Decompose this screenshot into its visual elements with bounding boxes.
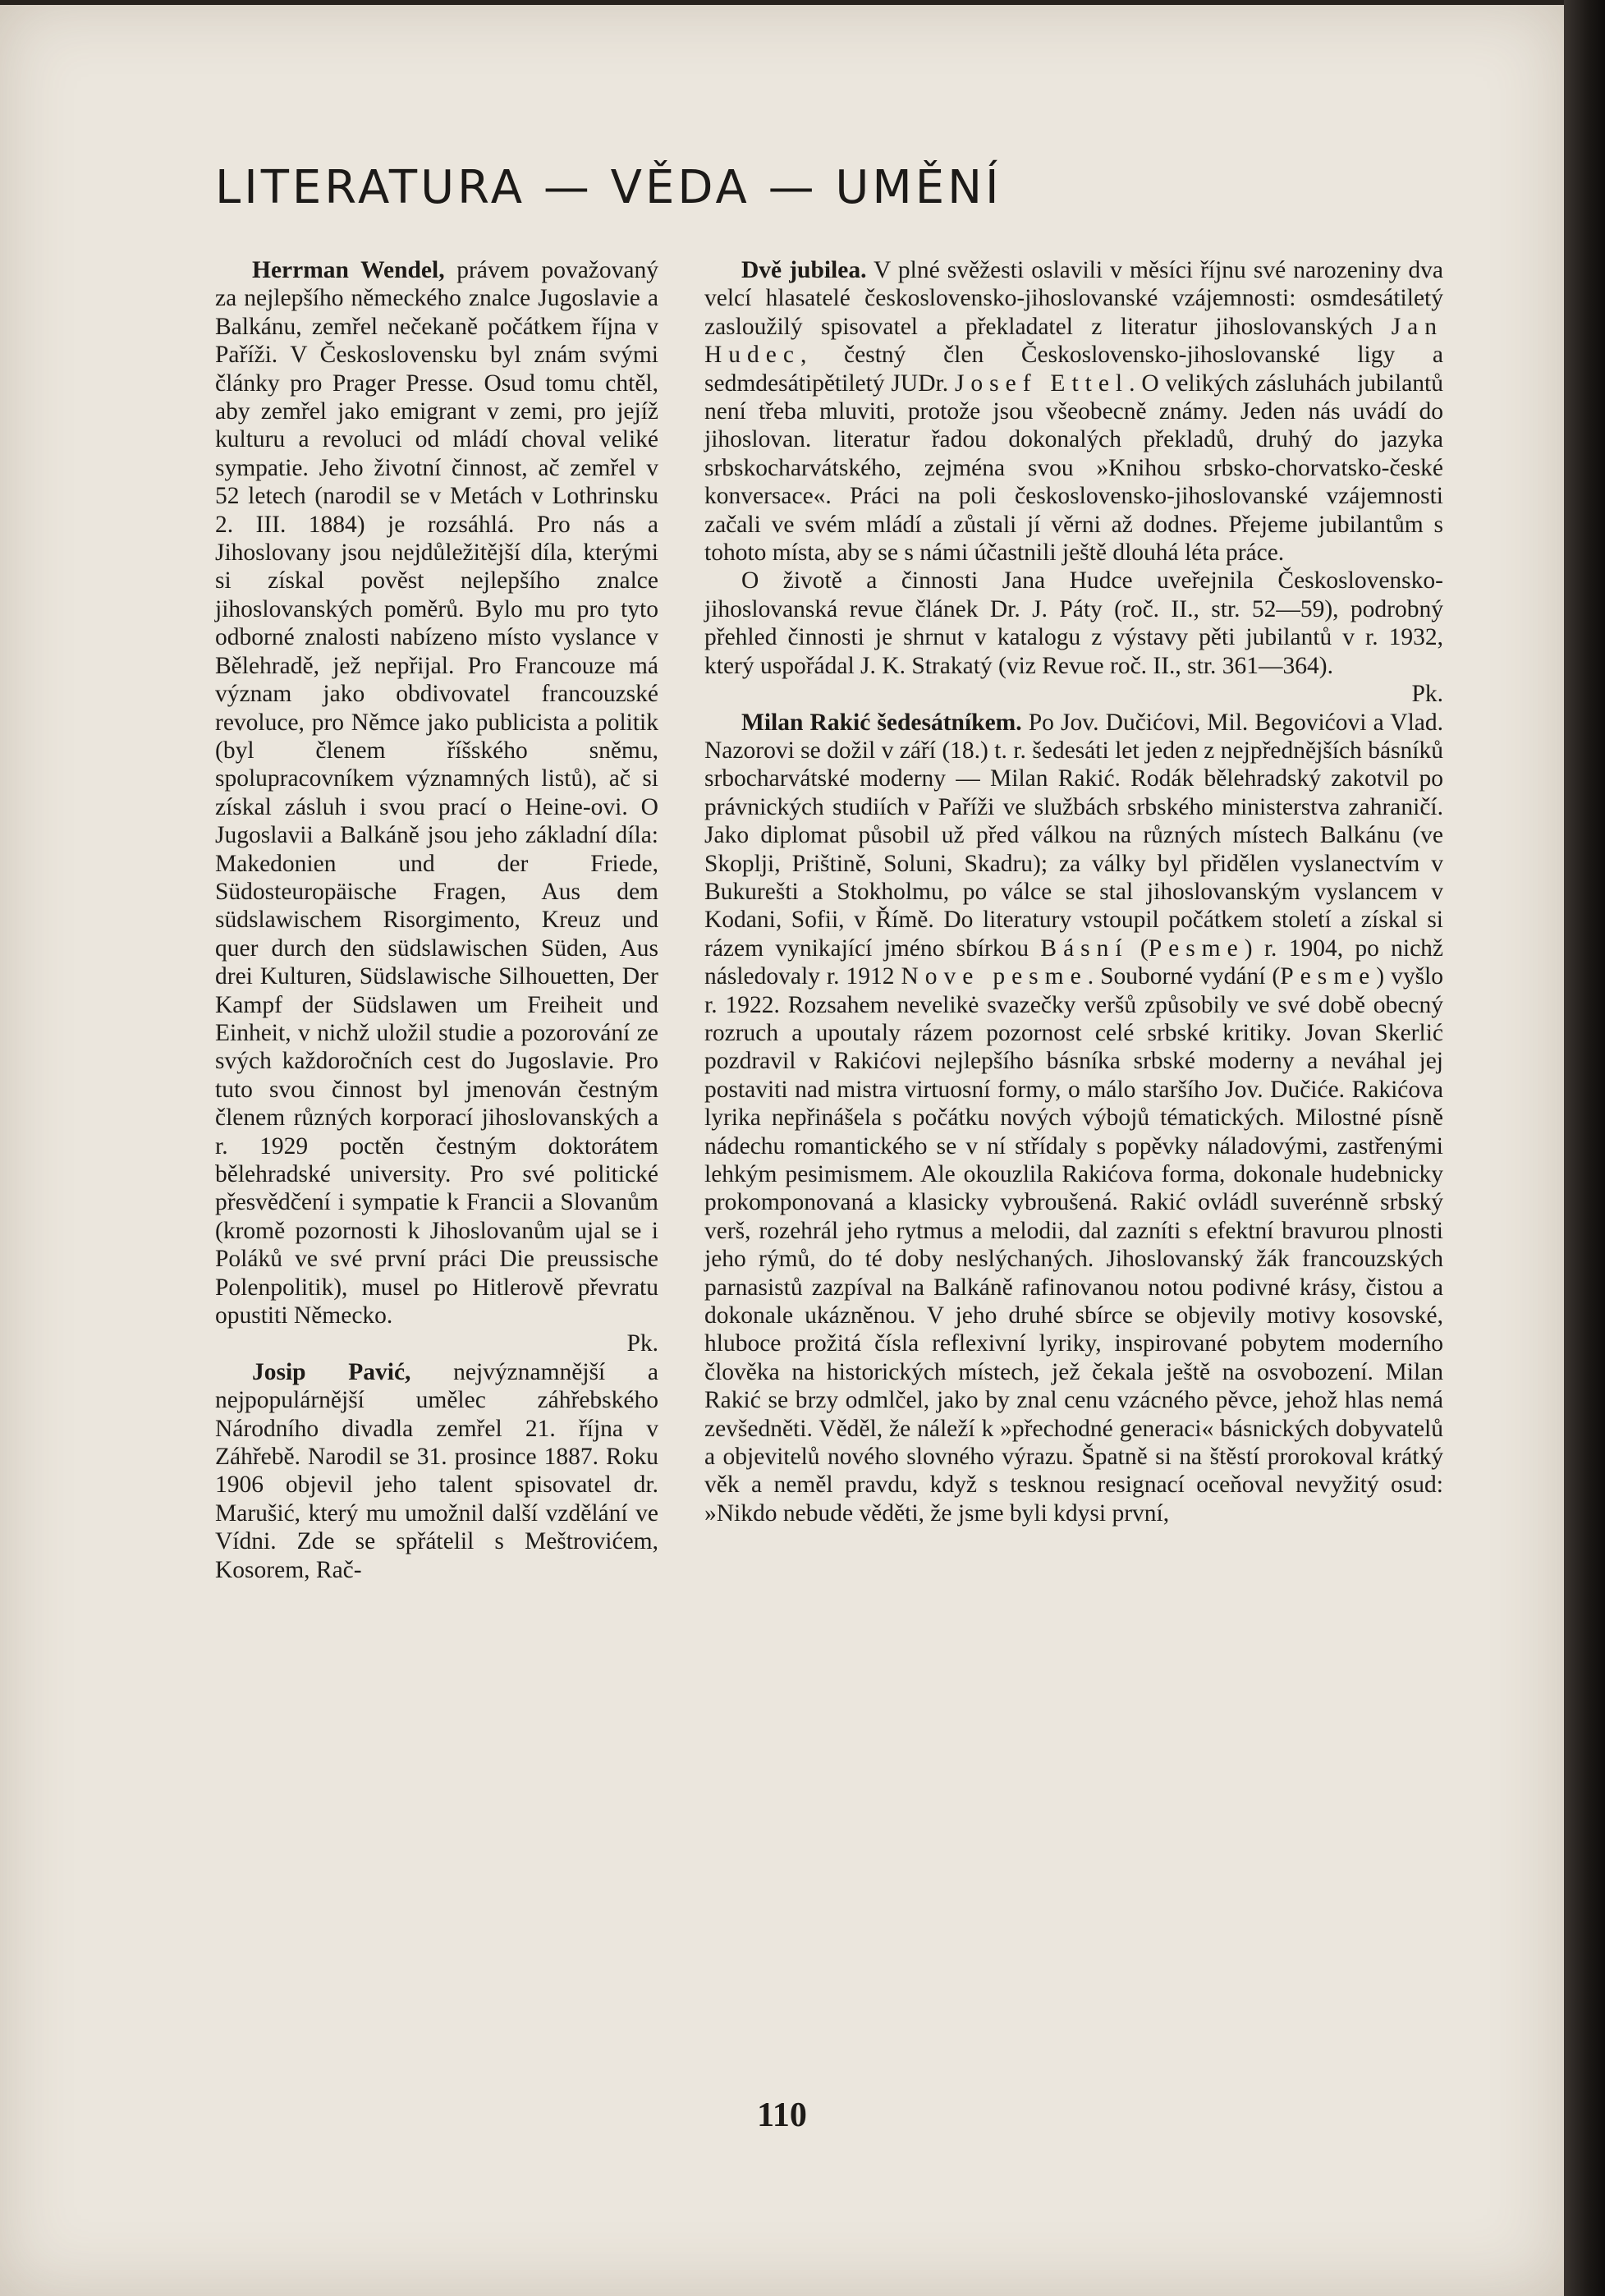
article-text: , čestný člen Československo-jihoslovanské ligy a sedmdesátipětiletý JUDr. [704, 342, 1443, 397]
book-title: Básní [1040, 934, 1129, 962]
article-text: ) r. 1904, po nichž následovaly r. 1912 [704, 934, 1444, 990]
page-number: 110 [757, 2096, 807, 2134]
top-edge [0, 0, 1564, 5]
author-signature: Pk. [626, 1330, 658, 1357]
article-text: nejvýznamnější a nejpopulárnější umělec záhřebského Národního divadla zemřel 21. října v Záhřebě. Narodil se 31. prosince 1887. Roku 1906 objevil jeho talent spisovatel dr. Marušić, který mu umožnil další vzdělání ve Vídni. Zde se spřátelil s Meštrovićem, Kosorem, Rač- [215, 1358, 659, 1583]
book-title: Pesme [1148, 934, 1245, 962]
article-jubilea [704, 256, 1443, 567]
article-text: V plné svěžesti oslavili v měsíci říjnu své narozeniny dva velcí hlasatelé československo-jihoslovanské vzájemnosti: osmdesátiletý zasloužilý spisovatel a překladatel z literatur jihoslovanských [704, 257, 1443, 340]
section-heading: LITERATURA — VĚDA — UMĚNÍ [215, 161, 1002, 214]
article-text: ( [1140, 934, 1149, 962]
article-lead: Milan Rakić šedesátníkem. [741, 709, 1022, 736]
article-jubilea-note [704, 567, 1443, 708]
person-name: Jan Hudec [704, 313, 1444, 369]
article-text: právem považovaný za nejlepšího německého znalce Jugoslavie a Balkánu, zemřel nečekaně počátkem října v Paříži. V Československu byl znám svými články pro Prager Presse. Osud tomu chtěl, aby zemřel jako emigrant v zemi, pro jejíž kulturu a revoluci od mládí choval veliké sympatie. Jeho životní činnost, ač zemřel v 52 letech (narodil se v Metách v Lothrinsku 2. III. 1884) je rozsáhlá. Pro nás a Jihoslovany jsou nejdůležitější díla, kterými si získal pověst nejlepšího znalce jihoslovanských poměrů. Bylo mu pro tyto odborné znalosti nabízeno místo vyslance v Bělehradě, jež nepřijal. Pro Francouze má význam jako obdivovatel francouzské revoluce, pro Němce jako publicista a politik (byl členem říšského sněmu, spolupracovníkem významných listů), ač si získal zásluh i svou prací o Heine-ovi. O Jugoslavii a Balkáně jsou jeho základní díla: Makedonien und der Friede, Südosteuropäische Fragen, Aus dem südslawischem Risorgimento, Kreuz und quer durch den südslawischen Süden, Aus drei Kulturen, Südslawische Silhouetten, Der Kampf der Südslawen um Freiheit und Einheit, v nichž uložil studie a pozorování ze svých každoročních cest do Jugoslavie. Pro tuto svou činnost byl jmenován čestným členem různých korporací jihoslovanských a r. 1929 poctěn čestným doktorátem bělehradské university. Pro své politické přesvědčení i sympatie k Francii a Slovanům (kromě pozornosti k Jihoslovanům ujal se i Poláků ve své první práci Die preussische Polenpolitik), musel po Hitlerově převratu opustiti Německo. [215, 257, 658, 1329]
article-text: O životě a činnosti Jana Hudce uveřejnila Československo-jihoslovanská revue článek Dr. J. Páty (roč. II., str. 52—59), podrobný přehled činnosti je shrnut v katalogu z výstavy pěti jubilantů v r. 1932, který uspořádal J. K. Strakatý (viz Revue roč. II., str. 361—364). [704, 567, 1443, 679]
article-wendel [215, 256, 658, 1358]
article-pavic [215, 1358, 658, 1584]
article-lead: Herrman Wendel, [252, 257, 445, 283]
article-text: . O velikých zásluhách jubilantů není třeba mluviti, protože jsou všeobecně známy. Jeden nás uvádí do jihoslovan. literatur řadou dokonalých překladů, druhý do jazyka srbskocharvátského, zejména svou »Knihou srbsko-chorvatsko-české konversace«. Práci na poli československo-jihoslovanské vzájemnosti začali ve svém mládí a zůstali jí věrni až dodnes. Přejeme jubilantům s tohoto místa, aby se s námi účastnili ještě dlouhá léta práce. [704, 370, 1443, 567]
article-text: . Souborné vydání ( [1087, 963, 1281, 990]
person-name: Josef Ettel [954, 370, 1130, 397]
article-rakic [704, 709, 1443, 1528]
author-signature: Pk. [1411, 681, 1443, 708]
left-column [215, 256, 658, 1584]
article-lead: Dvě jubilea. [741, 257, 867, 283]
book-title: Pesme [1280, 963, 1377, 990]
book-title: Nove pesme [901, 963, 1088, 990]
article-text: ) vyšlo r. 1922. Rozsahem nevelikė svazečky veršů způsobily ve své době obecný rozruch a upoutaly rázem pozornost celé srbské kritiky. Jovan Skerlić pozdravil v Rakićovi nejlepšího básníka srbské moderny a neváhal jej postaviti nad mistra virtuosní formy, o málo staršího Jov. Dučiće. Rakićova lyrika nepřinášela s počátku nových výbojů tématických. Milostné písně nádechu romantického se v ní střídaly s popěvky náladovými, zastřenými lehkým pesimismem. Ale okouzlila Rakićova forma, dokonale hudebnicky prokomponovaná a klasicky vybroušená. Rakić ovládl suverénně srbský verš, rozehrál jeho rytmus a melodii, dal zazníti s efektní bravurou plnosti jeho rýmů, do té doby neslýchaných. Jihoslovanský žák francouzských parnasistů zazpíval na Balkáně rafinovanou notou podivné krásy, čistou a dokonale ukázněnou. V jeho druhé sbírce se objevily motivy kosovské, hluboce prožitá čísla reflexivní lyriky, inspirované pobytem moderního člověka na historických místech, jež čekala ještě na osvobození. Milan Rakić se brzy odmlčel, jako by znal cenu vzácného pěvce, jehož hlas nemá zevšedněti. Věděl, že náleží k »přechodné generaci« básnických dobyvatelů a objevitelů nového slovného výrazu. Špatně si na štěstí prorokoval krátký věk a neměl pravdu, když s tesknou resignací oceňoval nevyžitý osud: »Nikdo nebude věděti, že jsme byli kdysi první, [704, 963, 1444, 1527]
book-spine [1564, 0, 1605, 2296]
article-lead: Josip Pavić, [252, 1358, 411, 1385]
right-column [704, 256, 1443, 1527]
article-text: Po Jov. Dučićovi, Mil. Begovićovi a Vlad. Nazorovi se dožil v září (18.) t. r. šedesáti let jeden z nejpřednějších básníků srbocharvátské moderny — Milan Rakić. Rodák bělehradský zakotvil po právnických studiích v Paříži ve službách srbského ministerstva zahraničí. Jako diplomat působil už před válkou na různých místech Balkánu (ve Skoplji, Prištině, Soluni, Skadru); za války byl přidělen vyslanectvím v Bukurešti a Stokholmu, po válce se stal jihoslovanským vyslancem v Kodani, Sofii, v Římě. Do literatury vstoupil počátkem století a získal si rázem vynikající jméno sbírkou [704, 709, 1444, 962]
